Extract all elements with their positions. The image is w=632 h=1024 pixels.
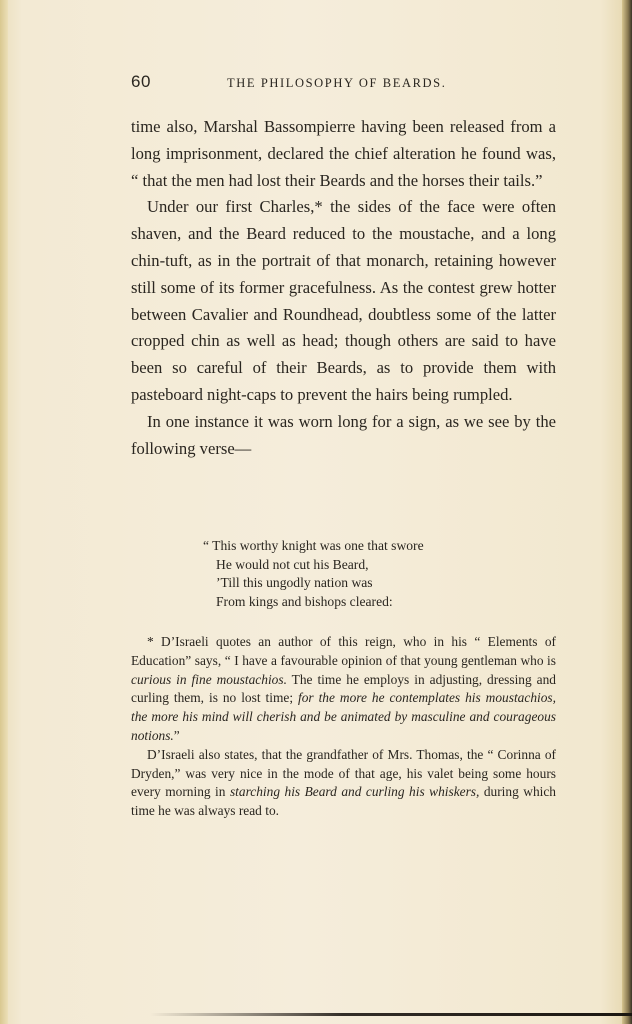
footnote-italic-text: starching his Beard and curling his whiskers, — [229, 784, 480, 800]
verse-line: “ This worthy knight was one that swore — [203, 538, 424, 553]
page-header — [131, 72, 556, 96]
footnotes — [131, 633, 556, 821]
footnote-italic-text: for the more he contemplates his moustachios, the more his mind will cherish and be animated by masculine and courageous notions. — [131, 690, 556, 743]
footnote-italic-text: curious in fine moustachios. — [131, 671, 287, 687]
main-text — [131, 114, 556, 462]
footnote-text: The time he employs in adjusting, dressing and curling them, is no lost time; — [131, 671, 556, 706]
verse-quote — [203, 537, 503, 611]
footnote-text: during which time he was always read to. — [131, 784, 556, 819]
paragraph-sign: In one instance it was worn long for a sign, as we see by the following verse— — [131, 411, 556, 458]
page-number: 60 — [131, 72, 151, 91]
footnote-text: D’Israeli also states, that the grandfather of Mrs. Thomas, the “ Corinna of Dryden,” was very nice in the mode of that age, his valet being some hours every morning in — [131, 746, 556, 800]
paragraph-continuation: time also, Marshal Bassompierre having been released from a long imprisonment, declared the chief alteration he found was, “ that the men had lost their Beards and the horses their tails.” — [131, 117, 556, 190]
verse-line: ’Till this ungodly nation was — [216, 575, 373, 591]
footnote-disraeli-dryden — [131, 746, 556, 821]
footnote-disraeli-education — [131, 633, 556, 746]
page-bottom-shadow — [150, 1013, 632, 1016]
page-fore-edge — [622, 0, 632, 1024]
running-title: THE PHILOSOPHY OF BEARDS. — [227, 76, 447, 90]
paragraph-charles: Under our first Charles,* the sides of the face were often shaven, and the Beard reduced to the moustache, and a long chin-tuft, as in the portrait of that monarch, retaining however still some of its former gracefulness. As the contest grew hotter between Cavalier and Roundhead, doubtless some of the latter cropped chin as well as head; though others are said to have been so careful of their Beards, as to provide them with pasteboard night-caps to prevent the hairs being rumpled. — [131, 197, 556, 404]
footnote-text: ” — [173, 727, 180, 743]
verse-line: He would not cut his Beard, — [216, 556, 369, 572]
footnote-text: * D’Israeli quotes an author of this reign, who in his “ Elements of Education” says, “ I have a favourable opinion of that young gentleman who is — [131, 634, 556, 668]
page-gutter-edge — [0, 0, 8, 1024]
verse-line: From kings and bishops cleared: — [216, 593, 393, 609]
